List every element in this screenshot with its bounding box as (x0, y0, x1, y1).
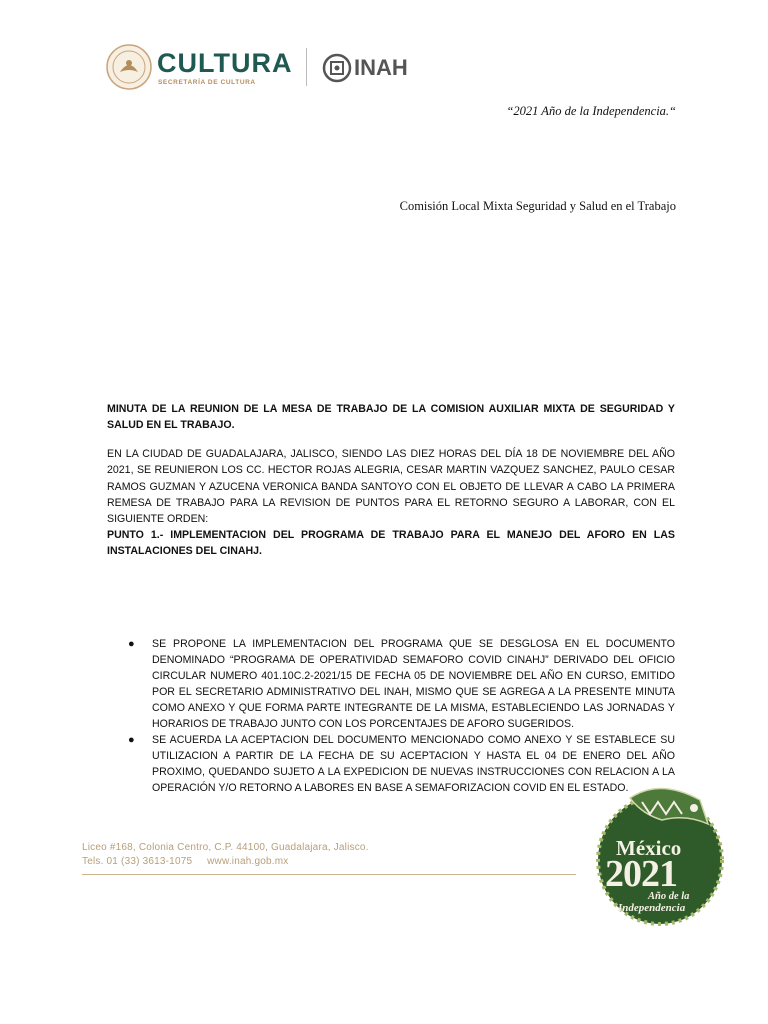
punto-1-heading: PUNTO 1.- IMPLEMENTACION DEL PROGRAMA DE TRABAJO PARA EL MANEJO DEL AFORO EN LAS INSTALACIONES DEL CINAHJ. (107, 529, 675, 558)
list-item (107, 637, 675, 732)
footer-contact: Tels. 01 (33) 3613-1075 www.inah.gob.mx (82, 856, 289, 867)
list-item-text: SE PROPONE LA IMPLEMENTACION DEL PROGRAMA QUE SE DESGLOSA EN EL DOCUMENTO DENOMINADO “PROGRAMA DE OPERATIVIDAD SEMAFORO COVID CINAHJ” DERIVADO DEL OFICIO CIRCULAR NUMERO 401.10C.2-2021/15 DE FECHA 05 DE NOVIEMBRE DEL AÑO EN CURSO, EMITIDO POR EL SECRETARIO ADMINISTRATIVO DEL INAH, MISMO QUE SE AGREGA A LA PRESENTE MINUTA COMO ANEXO Y QUE FORMA PARTE INTEGRANTE DE LA MISMA, ESTABLECIENDO LAS JORNADAS Y HORARIOS DE TRABAJO JUNTO CON LOS PORCENTAJES DE AFORO SUGERIDOS. (152, 638, 675, 730)
inah-logo-text: INAH (354, 55, 408, 80)
document-title: MINUTA DE LA REUNION DE LA MESA DE TRABAJO DE LA COMISION AUXILIAR MIXTA DE SEGURIDAD Y SALUD EN EL TRABAJO. (107, 403, 675, 432)
emblem-line2: Independencia (618, 902, 686, 914)
cultura-subtitle: SECRETARÍA DE CULTURA (158, 79, 256, 86)
bullet-icon: ● (128, 638, 135, 650)
emblem-line1: Año de la (648, 891, 690, 902)
footer-rule (82, 874, 576, 875)
header-divider (306, 48, 307, 86)
year-motto: “2021 Año de la Independencia.“ (506, 104, 676, 118)
emblem-year: 2021 (605, 853, 677, 895)
inah-logo-icon (322, 53, 352, 83)
mexico-seal-logo (106, 44, 152, 90)
cultura-logo-text: CULTURA (157, 48, 293, 78)
intro-paragraph: EN LA CIUDAD DE GUADALAJARA, JALISCO, SIENDO LAS DIEZ HORAS DEL DÍA 18 DE NOVIEMBRE DEL AÑO 2021, SE REUNIERON LOS CC. HECTOR ROJAS ALEGRIA, CESAR MARTIN VAZQUEZ SANCHEZ, PAULO CESAR RAMOS GUZMAN Y AZUCENA VERONICA BANDA SANTOYO CON EL OBJETO DE LLEVAR A CABO LA PRIMERA REMESA DE TRABAJO PARA LA REVISION DE PUNTOS PARA EL RETORNO SEGURO A LABORAR, CON EL SIGUIENTE ORDEN: (107, 448, 675, 526)
list-item-text: SE ACUERDA LA ACEPTACION DEL DOCUMENTO MENCIONADO COMO ANEXO Y SE ESTABLECE SU UTILIZACION A PARTIR DE LA FECHA DE SU ACEPTACION Y HASTA EL 04 DE ENERO DEL AÑO PROXIMO, QUEDANDO SUJETO A LA EXPEDICION DE NUEVAS INSTRUCCIONES CON RELACION A LA OPERACIÓN Y/O RETORNO A LABORES EN BASE A SEMAFORIZACION COVID EN EL ESTADO. (152, 734, 675, 795)
emblem-country: México (616, 836, 682, 860)
bullet-icon: ● (128, 734, 135, 747)
footer-address: Liceo #168, Colonia Centro, C.P. 44100, Guadalajara, Jalisco. (82, 842, 369, 853)
commission-name: Comisión Local Mixta Seguridad y Salud en el Trabajo (399, 199, 676, 213)
agreement-list (107, 637, 675, 798)
